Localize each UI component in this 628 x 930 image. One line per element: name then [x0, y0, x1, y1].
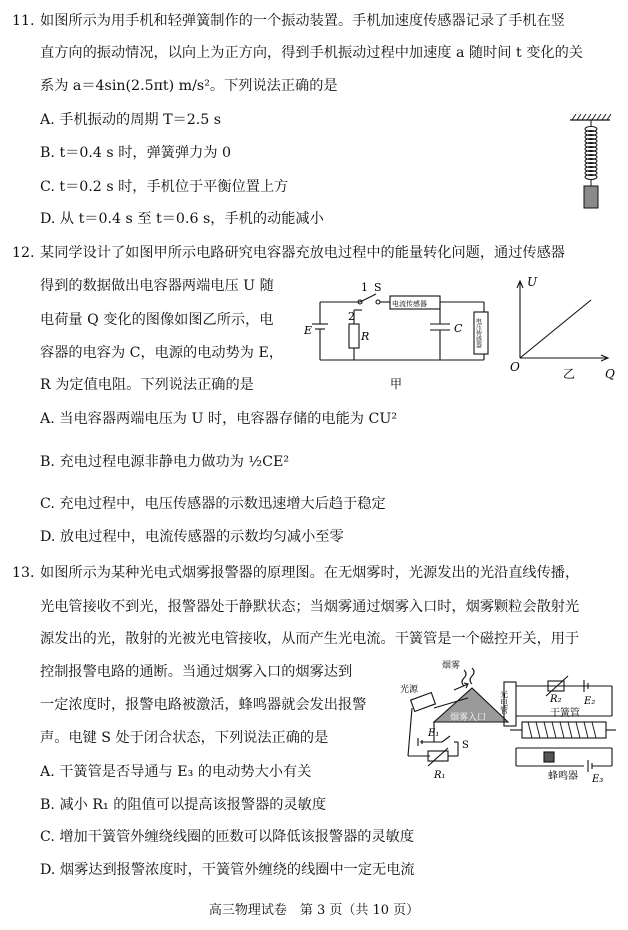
spring-phone-figure	[566, 112, 616, 212]
switch-label-s: S	[374, 281, 382, 294]
q12-stem-line-2: 得到的数据做出电容器两端电压 U 随	[40, 278, 274, 294]
q13-option-b: B. 减小 R₁ 的阻值可以提高该报警器的灵敏度	[40, 797, 327, 813]
origin-label: O	[510, 360, 520, 374]
phototube-label: 光电管	[499, 690, 509, 714]
switch-label-1: 1	[361, 281, 368, 294]
circuit-figure-jia	[298, 276, 498, 394]
ceiling	[570, 114, 611, 120]
q11-option-d: D. 从 t＝0.4 s 至 t＝0.6 s，手机的动能减小	[40, 211, 324, 227]
q11-option-c: C. t＝0.2 s 时，手机位于平衡位置上方	[40, 179, 289, 195]
q11-number: 11.	[12, 13, 35, 29]
q13-stem-line-3: 源发出的光，散射的光被光电管接收，从而产生光电流。干簧管是一个磁控开关，用于	[40, 631, 580, 647]
q13-option-d: D. 烟雾达到报警浓度时，干簧管外缠绕的线圈中一定无电流	[40, 862, 415, 878]
buzzer	[544, 752, 554, 762]
r1-label: R₁	[434, 770, 446, 781]
r2-label: R₂	[550, 694, 562, 705]
q12-stem-line-5: R 为定值电阻。下列说法正确的是	[40, 377, 254, 393]
resistor-label-r: R	[361, 330, 370, 343]
spring	[585, 120, 597, 186]
q11-stem-line-1: 如图所示为用手机和轻弹簧制作的一个振动装置。手机加速度传感器记录了手机在竖	[40, 13, 565, 29]
e1-label: E₁	[428, 728, 440, 739]
q11-stem-line-2: 直方向的振动情况，以向上为正方向，得到手机振动过程中加速度 a 随时间 t 变化的关	[40, 45, 583, 61]
y-axis-label: U	[527, 275, 538, 289]
q13-stem-line-1: 如图所示为某种光电式烟雾报警器的原理图。在无烟雾时，光源发出的光沿直线传播，	[40, 565, 580, 581]
e2-label: E₂	[584, 696, 596, 707]
q13-option-a: A. 干簧管是否导通与 E₃ 的电动势大小有关	[40, 764, 312, 780]
q13-stem-line-4: 控制报警电路的通断。当通过烟雾入口的烟雾达到	[40, 664, 353, 680]
q12-stem-line-4: 容器的电容为 C，电源的电动势为 E，	[40, 345, 284, 361]
q13-stem-line-5: 一定浓度时，报警电路被激活，蜂鸣器就会发出报警	[40, 697, 367, 713]
q11-option-b: B. t＝0.4 s 时，弹簧弹力为 0	[40, 145, 232, 161]
q13-stem-line-6: 声。电键 S 处于闭合状态，下列说法正确的是	[40, 730, 329, 746]
figure-caption-yi: 乙	[563, 367, 576, 381]
buzzer-label: 蜂鸣器	[548, 771, 578, 782]
smoke-inlet-label: 烟雾入口	[450, 713, 487, 723]
page-footer: 高三物理试卷 第 3 页（共 10 页）	[208, 903, 420, 918]
resistor-r1	[428, 751, 448, 761]
current-sensor-label: 电流传感器	[392, 300, 427, 308]
q12-stem-line-1: 某同学设计了如图甲所示电路研究电容器充放电过程中的能量转化问题，通过传感器	[40, 245, 565, 261]
q11-option-a: A. 手机振动的周期 T＝2.5 s	[40, 112, 222, 128]
capacitor-label-c: C	[454, 322, 463, 335]
smoke-alarm-figure	[398, 656, 620, 784]
x-axis-label: Q	[605, 367, 615, 381]
voltage-sensor-label: 电压传感器	[474, 318, 482, 348]
q13-stem-line-2: 光电管接收不到光，报警器处于静默状态；当烟雾通过烟雾入口时，烟雾颗粒会散射光	[40, 599, 580, 615]
light-source-label: 光源	[400, 685, 419, 695]
uq-line	[520, 300, 591, 358]
q13-option-c: C. 增加干簧管外缠绕线圈的匝数可以降低该报警器的灵敏度	[40, 829, 415, 845]
q12-stem-line-3: 电荷量 Q 变化的图像如图乙所示，电	[40, 312, 274, 328]
figure-caption-jia: 甲	[390, 377, 403, 391]
reed-switch-label: 干簧管	[550, 708, 580, 719]
q12-option-d: D. 放电过程中，电流传感器的示数均匀减小至零	[40, 529, 344, 545]
e3-label: E₃	[592, 774, 604, 784]
emf-label-e: E	[304, 324, 313, 337]
reed-coil	[522, 722, 606, 738]
q13-number: 13.	[12, 565, 35, 581]
q12-option-a: A. 当电容器两端电压为 U 时，电容器存储的电能为 CU²	[40, 411, 398, 427]
switch-label-2: 2	[348, 310, 355, 323]
q11-stem-line-3: 系为 a＝4sin(2.5πt) m/s²。下列说法正确的是	[40, 78, 338, 94]
switch-s-label: S	[462, 740, 469, 751]
smoke-label: 烟雾	[442, 661, 461, 671]
phone-block	[584, 186, 598, 208]
q12-number: 12.	[12, 245, 35, 261]
q12-option-c: C. 充电过程中，电压传感器的示数迅速增大后趋于稳定	[40, 496, 386, 512]
q12-option-b: B. 充电过程电源非静电力做功为 ½CE²	[40, 454, 290, 470]
light-source-box	[411, 693, 436, 712]
uq-graph-yi	[505, 272, 620, 384]
smoke-wisp	[470, 668, 474, 684]
